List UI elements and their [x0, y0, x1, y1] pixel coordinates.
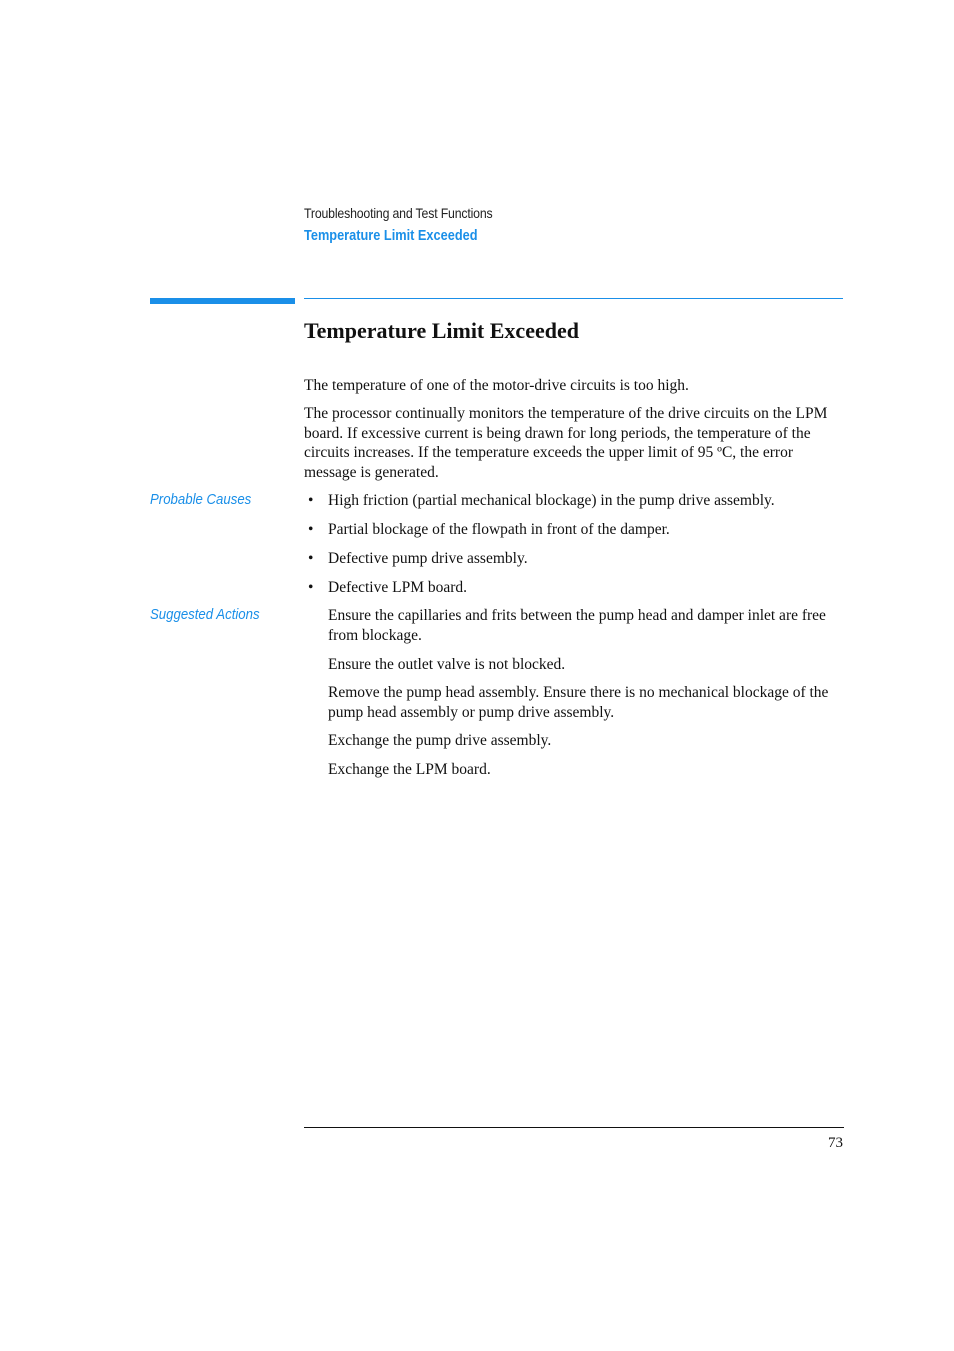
running-header-topic: Temperature Limit Exceeded — [304, 228, 478, 244]
suggested-actions-label: Suggested Actions — [150, 606, 260, 623]
top-divider — [304, 298, 843, 299]
page-number: 73 — [828, 1135, 843, 1151]
running-header-section: Troubleshooting and Test Functions — [304, 205, 493, 221]
page-title: Temperature Limit Exceeded — [304, 318, 579, 343]
action-item: Ensure the capillaries and frits between the pump head and damper inlet are free from blockage. — [328, 607, 826, 644]
accent-bar — [150, 298, 295, 304]
cause-text: Defective pump drive assembly. — [328, 550, 528, 567]
probable-causes-label: Probable Causes — [150, 491, 252, 508]
intro-paragraph-1: The temperature of one of the motor-drive circuits is too high. — [304, 377, 689, 394]
cause-text: High friction (partial mechanical blockage) in the pump drive assembly. — [328, 492, 775, 509]
cause-text: Defective LPM board. — [328, 579, 468, 596]
cause-text: Partial blockage of the flowpath in front of the damper. — [328, 521, 670, 538]
action-item: Ensure the outlet valve is not blocked. — [328, 656, 566, 673]
action-item: Exchange the LPM board. — [328, 761, 491, 778]
bullet-icon: • — [308, 492, 314, 509]
intro-paragraph-2: The processor continually monitors the temperature of the drive circuits on the LPM board. If excessive current is being drawn for long periods, the temperature of the circuits increases. If the temperature exceeds the upper limit of 95 ºC, the error message is generated. — [304, 405, 828, 481]
action-item: Exchange the pump drive assembly. — [328, 732, 552, 749]
bullet-icon: • — [308, 550, 314, 567]
action-item: Remove the pump head assembly. Ensure there is no mechanical blockage of the pump head assembly or pump drive assembly. — [328, 684, 829, 721]
footer-divider — [304, 1127, 844, 1128]
bullet-icon: • — [308, 521, 314, 538]
bullet-icon: • — [308, 579, 314, 596]
